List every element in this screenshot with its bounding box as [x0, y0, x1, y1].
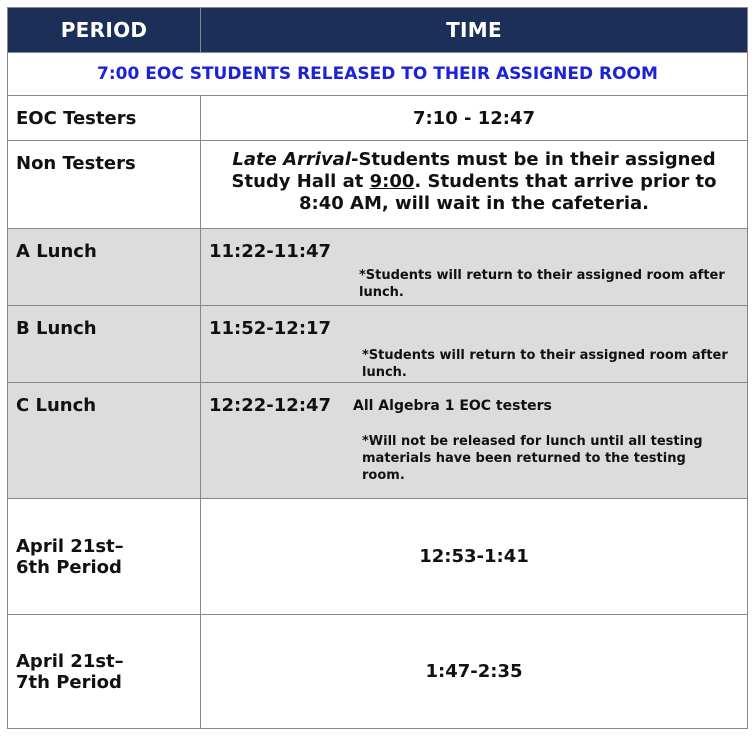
period-7-date: April 21st–: [16, 650, 124, 672]
b-lunch-time: 11:52-12:17: [209, 318, 332, 339]
period-6-row: [8, 499, 748, 615]
b-lunch-label: B Lunch: [8, 306, 201, 383]
a-lunch-note: *Students will return to their assigned room after lunch.: [359, 268, 725, 300]
b-lunch-row: [8, 306, 748, 383]
c-lunch-cell: [201, 383, 748, 499]
c-lunch-time: 12:22-12:47: [209, 395, 332, 416]
period-6-label: [8, 499, 201, 615]
time-header: TIME: [201, 8, 748, 53]
a-lunch-cell: [201, 229, 748, 306]
late-arrival-text: [201, 141, 748, 229]
eoc-row: [8, 96, 748, 141]
c-lunch-note2: *Will not be released for lunch until all testing materials have been returned to the testing room.: [362, 434, 703, 483]
banner-row: [8, 53, 748, 96]
eoc-time: 7:10 - 12:47: [201, 96, 748, 141]
late-arrival-italic: Late Arrival: [232, 149, 351, 170]
release-banner: 7:00 EOC STUDENTS RELEASED TO THEIR ASSIGNED ROOM: [8, 53, 748, 96]
non-testers-label: Non Testers: [8, 141, 201, 229]
period-6-time: 12:53-1:41: [201, 499, 748, 615]
non-testers-row: [8, 141, 748, 229]
a-lunch-row: [8, 229, 748, 306]
period-header: PERIOD: [8, 8, 201, 53]
period-6-name: 6th Period: [16, 556, 122, 578]
late-arrival-part2: . Students that arrive prior to 8:40 AM, will wait in the cafeteria.: [298, 171, 717, 214]
b-lunch-cell: [201, 306, 748, 383]
b-lunch-note: *Students will return to their assigned room after lunch.: [362, 348, 728, 380]
period-7-row: [8, 615, 748, 729]
a-lunch-time: 11:22-11:47: [209, 241, 332, 262]
eoc-label: EOC Testers: [8, 96, 201, 141]
period-7-name: 7th Period: [16, 671, 122, 693]
a-lunch-label: A Lunch: [8, 229, 201, 306]
late-arrival-time: 9:00: [369, 171, 415, 192]
header-row: [8, 8, 748, 53]
c-lunch-row: [8, 383, 748, 499]
period-7-label: [8, 615, 201, 729]
schedule-table: [7, 7, 748, 729]
late-arrival-part1: -Students must be in their assigned Study Hall at: [231, 149, 716, 192]
period-6-date: April 21st–: [16, 535, 124, 557]
c-lunch-label: C Lunch: [8, 383, 201, 499]
period-7-time: 1:47-2:35: [201, 615, 748, 729]
c-lunch-note1: All Algebra 1 EOC testers: [353, 398, 552, 414]
